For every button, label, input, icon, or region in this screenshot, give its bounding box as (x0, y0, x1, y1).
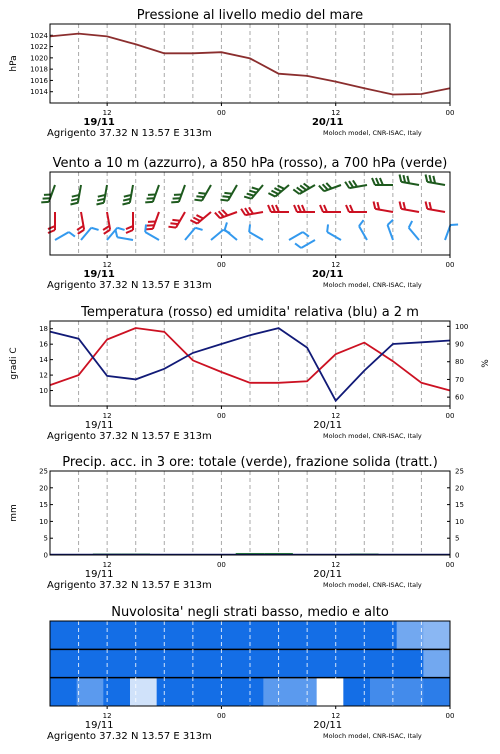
y-tick-label: 14 (39, 356, 48, 364)
barb-feather (224, 193, 232, 194)
wind-barb-10m (359, 220, 367, 240)
barb-feather (196, 196, 204, 197)
wind-barb-850hPa (190, 212, 211, 224)
barb-feather (271, 191, 278, 194)
model-credit-label: Moloch model, CNR-ISAC, Italy (323, 581, 422, 589)
barb-shaft (289, 232, 303, 240)
time-tick-label: 00 (217, 412, 226, 420)
cloud-cell-basso (210, 678, 237, 706)
wind-barb-850hPa (426, 201, 445, 212)
barb-shaft (375, 209, 393, 212)
wind-barb-700hPa (372, 178, 393, 185)
cloud-cell-medio (157, 649, 184, 677)
y-tick-label: 1016 (30, 77, 48, 85)
cloud-cell-alto (130, 621, 157, 649)
barb-feather (295, 243, 301, 248)
wind-barb-700hPa (96, 185, 107, 204)
cloud-cell-medio (317, 649, 344, 677)
y-right-tick-label: 90 (455, 341, 464, 349)
model-credit-label: Moloch model, CNR-ISAC, Italy (323, 432, 422, 440)
location-label: Agrigento 37.32 N 13.57 E 313m (47, 431, 212, 442)
barb-feather (77, 226, 83, 230)
y-right-tick-label: 80 (455, 358, 464, 366)
wind-barb-850hPa (48, 212, 55, 233)
barb-feather (268, 205, 271, 212)
wind-barb-700hPa (220, 185, 237, 201)
wind-barb-850hPa (126, 212, 133, 233)
panel-title-1: Pressione al livello medio del mare (137, 8, 363, 23)
wind-barb-850hPa (400, 201, 419, 212)
cloud-cell-alto (77, 621, 104, 649)
wind-barb-10m (55, 232, 75, 240)
barb-feather (380, 178, 383, 185)
barb-feather (345, 182, 349, 188)
panel-title-5: Nuvolosita' negli strati basso, medio e alto (111, 605, 389, 620)
y-right-tick-label: 15 (455, 501, 464, 509)
barb-feather (103, 226, 109, 230)
model-credit-label: Moloch model, CNR-ISAC, Italy (323, 732, 422, 740)
barb-feather (372, 178, 375, 185)
date-label: 20/11 (313, 720, 342, 731)
barb-feather (320, 205, 323, 212)
cloud-cell-basso (290, 678, 317, 706)
time-tick-label: 12 (103, 712, 112, 720)
cloud-cell-alto (50, 621, 77, 649)
y-right-tick-label: 25 (455, 468, 464, 476)
cloud-cell-medio (50, 649, 77, 677)
y-tick-label: 15 (39, 501, 48, 509)
y-tick-label: 1014 (30, 88, 48, 96)
time-tick-label: 00 (217, 109, 226, 117)
wind-barb-700hPa (145, 185, 159, 202)
barb-feather (194, 200, 202, 201)
barb-feather (294, 205, 297, 212)
time-tick-label: 12 (331, 412, 340, 420)
cloud-cell-medio (130, 649, 157, 677)
barb-shaft (145, 232, 159, 240)
panel-title-4: Precip. acc. in 3 ore: totale (verde), frazione solida (tratt.) (62, 455, 438, 470)
barb-feather (170, 223, 178, 224)
barb-shaft (104, 185, 107, 203)
date-label: 19/11 (83, 269, 115, 280)
barb-feather (359, 220, 364, 226)
wind-barb-700hPa (293, 183, 315, 194)
y-right-tick-label: 70 (455, 376, 464, 384)
barb-feather (350, 205, 353, 212)
wind-barb-10m (185, 228, 203, 240)
barb-feather (300, 185, 306, 190)
barb-feather (69, 232, 75, 237)
barb-feather (249, 224, 250, 232)
barb-feather (190, 220, 197, 223)
wind-barb-850hPa (145, 212, 159, 229)
barb-feather (195, 228, 202, 230)
y-tick-label: 1018 (30, 66, 48, 74)
cloud-cell-medio (183, 649, 210, 677)
y-axis-label: gradi C (9, 347, 19, 379)
barb-feather (388, 220, 394, 225)
barb-feather (274, 188, 281, 191)
barb-feather (272, 205, 275, 212)
barb-feather (193, 218, 200, 221)
cloud-cell-medio (77, 649, 104, 677)
cloud-cell-medio (423, 649, 450, 677)
barb-feather (426, 174, 428, 181)
barb-shaft (197, 212, 211, 224)
barb-shaft (249, 232, 263, 240)
barb-feather (349, 181, 353, 187)
wind-barb-850hPa (215, 210, 237, 218)
wind-barb-10m (409, 221, 419, 240)
time-tick-label: 00 (446, 561, 455, 569)
cloud-cell-basso (263, 678, 290, 706)
wind-barb-700hPa (122, 185, 133, 204)
cloud-cell-alto (317, 621, 344, 649)
location-label: Agrigento 37.32 N 13.57 E 313m (47, 280, 212, 291)
time-tick-label: 12 (103, 412, 112, 420)
time-tick-label: 12 (103, 561, 112, 569)
wind-barb-700hPa (319, 183, 341, 191)
cloud-cell-alto (157, 621, 184, 649)
wind-barb-850hPa (268, 205, 289, 212)
cloud-cell-basso (343, 678, 370, 706)
time-tick-label: 12 (331, 712, 340, 720)
date-label: 19/11 (83, 117, 115, 128)
cloud-cell-alto (423, 621, 450, 649)
wind-barb-10m (388, 220, 394, 240)
y-right-tick-label: 10 (455, 518, 464, 526)
barb-shaft (388, 225, 393, 240)
barb-feather (297, 187, 303, 192)
barb-feather (198, 193, 206, 194)
time-tick-label: 12 (331, 109, 340, 117)
wind-barb-10m (445, 225, 458, 240)
cloud-cell-alto (210, 621, 237, 649)
wind-barb-850hPa (294, 205, 315, 212)
barb-feather (241, 209, 245, 215)
barb-feather (168, 227, 176, 228)
barb-feather (245, 208, 249, 214)
y-tick-label: 10 (39, 387, 48, 395)
y-tick-label: 1024 (30, 32, 48, 40)
cloud-cell-basso (130, 678, 157, 706)
barb-shaft (427, 182, 445, 185)
barb-feather (48, 226, 55, 229)
y-tick-label: 5 (44, 535, 48, 543)
barb-shaft (117, 237, 133, 240)
y-right-tick-label: 20 (455, 484, 464, 492)
time-tick-label: 00 (217, 712, 226, 720)
barb-shaft (409, 228, 419, 240)
y-tick-label: 1020 (30, 54, 48, 62)
panel-title-2: Vento a 10 m (azzurro), a 850 hPa (rosso), a 700 hPa (verde) (53, 156, 448, 171)
cloud-cell-alto (290, 621, 317, 649)
wind-barb-700hPa (171, 185, 185, 202)
date-label: 19/11 (85, 420, 114, 431)
date-label: 20/11 (312, 269, 344, 280)
cloud-cell-basso (317, 678, 344, 706)
wind-barb-700hPa (70, 185, 81, 204)
y-tick-label: 18 (39, 325, 48, 333)
wind-barb-850hPa (168, 212, 185, 228)
barb-feather (117, 228, 124, 230)
barb-feather (276, 205, 279, 212)
barb-feather (426, 201, 428, 208)
y-axis-label: hPa (9, 55, 19, 71)
y-tick-label: 10 (39, 518, 48, 526)
barb-feather (225, 222, 227, 229)
barb-feather (346, 205, 349, 212)
date-label: 20/11 (313, 420, 342, 431)
barb-feather (249, 191, 256, 193)
date-label: 19/11 (85, 569, 114, 580)
y-tick-label: 20 (39, 484, 48, 492)
date-label: 19/11 (85, 720, 114, 731)
y-right-axis-label: % (481, 359, 491, 368)
barb-shaft (179, 185, 185, 202)
location-label: Agrigento 37.32 N 13.57 E 313m (47, 580, 212, 591)
y-tick-label: 0 (44, 552, 48, 560)
barb-feather (145, 224, 146, 232)
barb-feather (400, 174, 402, 181)
time-tick-label: 12 (331, 261, 340, 269)
cloud-cell-medio (290, 649, 317, 677)
time-tick-label: 12 (103, 261, 112, 269)
wind-barb-10m (295, 240, 315, 248)
barb-shaft (427, 209, 445, 212)
barb-feather (172, 220, 180, 221)
wind-barb-850hPa (103, 212, 110, 234)
time-tick-label: 00 (446, 712, 455, 720)
cloud-cell-basso (183, 678, 210, 706)
barb-feather (302, 205, 305, 212)
barb-feather (126, 226, 133, 229)
barb-feather (96, 203, 103, 205)
barb-feather (327, 224, 328, 232)
cloud-cell-medio (397, 649, 424, 677)
cloud-cell-basso (157, 678, 184, 706)
cloud-cell-alto (263, 621, 290, 649)
barb-feather (91, 228, 98, 230)
wind-barb-10m (249, 224, 263, 240)
wind-barb-700hPa (400, 174, 419, 185)
wind-barb-700hPa (41, 185, 55, 202)
y-right-tick-label: 5 (455, 535, 459, 543)
barb-shaft (55, 232, 69, 240)
date-label: 20/11 (313, 569, 342, 580)
wind-barb-10m (145, 224, 159, 240)
barb-feather (116, 230, 118, 237)
wind-barb-700hPa (244, 185, 263, 199)
barb-feather (220, 200, 228, 201)
barb-feather (268, 193, 275, 196)
time-tick-label: 00 (446, 412, 455, 420)
panel-title-3: Temperatura (rosso) ed umidita' relativa (blu) a 2 m (80, 305, 419, 320)
time-tick-label: 00 (217, 261, 226, 269)
wind-barb-10m (225, 222, 237, 240)
barb-shaft (185, 228, 195, 240)
barb-shaft (327, 232, 341, 240)
cloud-cell-basso (50, 678, 77, 706)
model-credit-label: Moloch model, CNR-ISAC, Italy (323, 129, 422, 137)
location-label: Agrigento 37.32 N 13.57 E 313m (47, 128, 212, 139)
time-tick-label: 00 (446, 109, 455, 117)
y-right-tick-label: 0 (455, 552, 459, 560)
y-tick-label: 25 (39, 468, 48, 476)
wind-barb-850hPa (374, 201, 393, 212)
barb-shaft (225, 230, 237, 240)
wind-barb-850hPa (241, 207, 263, 215)
barb-shaft (130, 185, 133, 203)
time-tick-label: 12 (331, 561, 340, 569)
wind-barb-10m (327, 224, 341, 240)
cloud-cell-basso (423, 678, 450, 706)
model-credit-label: Moloch model, CNR-ISAC, Italy (323, 281, 422, 289)
y-axis-label: mm (9, 504, 19, 522)
y-right-tick-label: 60 (455, 394, 464, 402)
barb-feather (247, 194, 254, 196)
barb-shaft (359, 226, 367, 240)
barb-feather (303, 232, 309, 237)
barb-feather (126, 230, 133, 233)
wind-barb-700hPa (426, 174, 445, 185)
barb-feather (376, 178, 379, 185)
time-tick-label: 12 (103, 109, 112, 117)
cloud-cell-medio (263, 649, 290, 677)
barb-shaft (401, 182, 419, 185)
y-right-tick-label: 100 (455, 323, 468, 331)
panel-frame-1 (50, 24, 450, 103)
cloud-cell-basso (77, 678, 104, 706)
time-tick-label: 00 (446, 261, 455, 269)
y-tick-label: 12 (39, 372, 48, 380)
barb-feather (409, 221, 412, 228)
barb-shaft (153, 185, 159, 202)
wind-barb-700hPa (345, 180, 367, 188)
wind-barb-10m (289, 232, 309, 240)
barb-feather (70, 203, 77, 205)
date-label: 20/11 (312, 117, 344, 128)
barb-feather (252, 187, 259, 189)
barb-feather (222, 196, 230, 197)
barb-feather (196, 215, 203, 218)
barb-feather (122, 203, 129, 205)
y-tick-label: 1022 (30, 43, 48, 51)
wind-barb-700hPa (194, 185, 211, 201)
barb-shaft (301, 240, 315, 248)
cloud-cell-alto (343, 621, 370, 649)
barb-feather (374, 201, 376, 208)
wind-barb-850hPa (320, 205, 341, 212)
location-label: Agrigento 37.32 N 13.57 E 313m (47, 731, 212, 742)
time-tick-label: 00 (217, 561, 226, 569)
cloud-cell-medio (210, 649, 237, 677)
cloud-cell-medio (343, 649, 370, 677)
barb-shaft (401, 209, 419, 212)
barb-feather (324, 205, 327, 212)
cloud-cell-alto (397, 621, 424, 649)
barb-shaft (153, 212, 159, 229)
barb-feather (298, 205, 301, 212)
wind-barb-700hPa (268, 185, 289, 197)
barb-feather (353, 180, 357, 186)
barb-feather (400, 201, 402, 208)
cloud-cell-basso (397, 678, 424, 706)
cloud-cell-alto (183, 621, 210, 649)
y-tick-label: 16 (39, 341, 48, 349)
barb-feather (48, 230, 55, 233)
pressure-line (50, 34, 450, 95)
barb-feather (293, 189, 299, 194)
